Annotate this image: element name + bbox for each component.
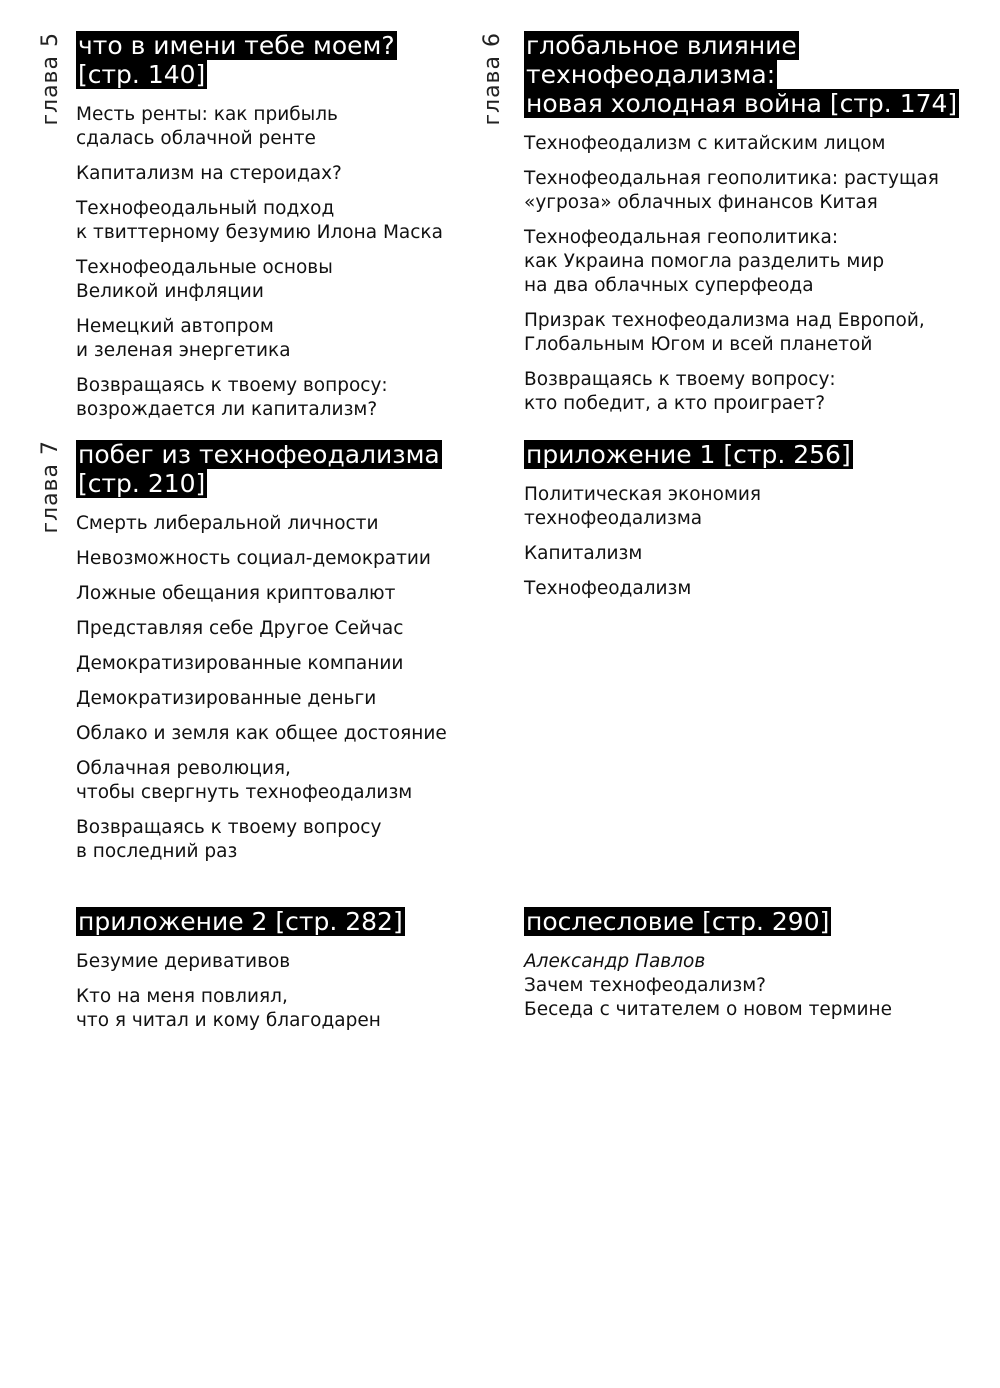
toc-entry (76, 816, 447, 864)
toc-entry-line: технофеодализма (524, 508, 703, 529)
heading-line (524, 89, 959, 118)
toc-entry-line: Кто на меня повлиял, (76, 986, 288, 1007)
heading-text: [стр. 210] (78, 469, 206, 498)
appendix-1-section (524, 440, 853, 612)
chapter-7-items (76, 512, 447, 864)
afterword-line: Зачем технофеодализм? (524, 975, 766, 996)
toc-entry-line: Технофеодализм с китайским лицом (524, 133, 886, 154)
chapter-7-heading (76, 440, 447, 498)
toc-entry-line: Технофеодальный подход (76, 198, 335, 219)
toc-entry-line: Месть ренты: как прибыль (76, 104, 338, 125)
toc-entry-line: к твиттерному безумию Илона Маска (76, 222, 443, 243)
heading-text: приложение 1 [стр. 256] (526, 440, 851, 469)
heading-line (76, 469, 447, 498)
toc-entry (524, 226, 959, 298)
toc-entry-line: Технофеодальная геополитика: растущая (524, 168, 939, 189)
toc-entry (524, 309, 959, 357)
toc-entry-line: как Украина помогла разделить мир (524, 251, 885, 272)
afterword-section (524, 907, 892, 1022)
toc-entry (524, 542, 853, 566)
toc-entry-line: Возвращаясь к твоему вопросу: (76, 375, 388, 396)
toc-entry-line: Представляя себе Другое Сейчас (76, 618, 404, 639)
heading-line (524, 440, 853, 469)
toc-entry-line: Смерть либеральной личности (76, 513, 379, 534)
toc-entry-line: Невозможность социал-демократии (76, 548, 431, 569)
heading-text: новая холодная война [стр. 174] (526, 89, 958, 118)
heading-text: глобальное влияние (526, 31, 797, 60)
toc-entry-line: Технофеодальные основы (76, 257, 333, 278)
chapter-6-section (524, 31, 959, 427)
heading-line (76, 440, 447, 469)
toc-entry-line: Призрак технофеодализма над Европой, (524, 310, 925, 331)
heading-text: технофеодализма: (526, 60, 776, 89)
toc-entry-line: что я читал и кому благодарен (76, 1010, 381, 1031)
toc-entry (524, 577, 853, 601)
toc-entry (76, 617, 447, 641)
heading-line (524, 907, 892, 936)
chapter-6-heading (524, 31, 959, 118)
afterword-line: Беседа с читателем о новом термине (524, 999, 892, 1020)
toc-entry (524, 368, 959, 416)
toc-entry (76, 315, 443, 363)
heading-text: [стр. 140] (78, 60, 206, 89)
afterword-author: Александр Павлов (524, 951, 706, 972)
toc-entry-line: Капитализм на стероидах? (76, 163, 342, 184)
toc-entry (76, 374, 443, 422)
afterword-heading (524, 907, 892, 936)
toc-entry (76, 547, 447, 571)
toc-entry-line: Облачная революция, (76, 758, 291, 779)
heading-text: приложение 2 [стр. 282] (78, 907, 403, 936)
chapter-5-items (76, 103, 443, 422)
toc-entry (524, 167, 959, 215)
toc-entry (524, 483, 853, 531)
heading-line (76, 31, 443, 60)
heading-text: послесловие [стр. 290] (526, 907, 830, 936)
chapter-6-items (524, 132, 959, 416)
appendix-2-items (76, 950, 405, 1033)
toc-entry-line: сдалась облачной ренте (76, 128, 316, 149)
toc-entry-line: Безумие деривативов (76, 951, 291, 972)
toc-entry-line: на два облачных суперфеода (524, 275, 814, 296)
chapter-5-side-label: глава 5 (38, 32, 63, 126)
toc-entry (76, 985, 405, 1033)
toc-entry-line: Возвращаясь к твоему вопросу (76, 817, 382, 838)
toc-entry-line: Возвращаясь к твоему вопросу: (524, 369, 836, 390)
appendix-1-items (524, 483, 853, 601)
toc-entry-line: Великой инфляции (76, 281, 264, 302)
chapter-7-side-label: глава 7 (38, 440, 63, 534)
toc-entry (76, 256, 443, 304)
toc-entry-line: и зеленая энергетика (76, 340, 291, 361)
toc-entry-line: Глобальным Югом и всей планетой (524, 334, 873, 355)
toc-entry (76, 722, 447, 746)
heading-line (524, 31, 959, 60)
toc-entry-line: Технофеодальная геополитика: (524, 227, 839, 248)
heading-text: что в имени тебе моем? (78, 31, 395, 60)
toc-entry (76, 687, 447, 711)
toc-entry (76, 512, 447, 536)
chapter-5-section (76, 31, 443, 433)
toc-entry-line: Демократизированные деньги (76, 688, 377, 709)
appendix-2-section (76, 907, 405, 1044)
toc-entry (76, 197, 443, 245)
toc-entry-line: «угроза» облачных финансов Китая (524, 192, 878, 213)
toc-entry (524, 132, 959, 156)
toc-entry (76, 652, 447, 676)
toc-entry-line: Демократизированные компании (76, 653, 404, 674)
afterword-body (524, 950, 892, 1022)
chapter-7-section (76, 440, 447, 875)
toc-entry (76, 103, 443, 151)
appendix-1-heading (524, 440, 853, 469)
toc-entry (76, 950, 405, 974)
chapter-6-side-label: глава 6 (480, 32, 505, 126)
toc-entry-line: Немецкий автопром (76, 316, 274, 337)
heading-line (76, 60, 443, 89)
toc-entry (76, 582, 447, 606)
appendix-2-heading (76, 907, 405, 936)
toc-entry-line: Технофеодализм (524, 578, 692, 599)
heading-line (524, 60, 959, 89)
heading-text: побег из технофеодализма (78, 440, 440, 469)
heading-line (76, 907, 405, 936)
chapter-5-heading (76, 31, 443, 89)
toc-entry-line: Капитализм (524, 543, 643, 564)
toc-entry (76, 757, 447, 805)
toc-entry-line: Облако и земля как общее достояние (76, 723, 447, 744)
toc-entry-line: Политическая экономия (524, 484, 762, 505)
toc-entry-line: кто победит, а кто проиграет? (524, 393, 826, 414)
toc-entry-line: в последний раз (76, 841, 238, 862)
toc-entry-line: чтобы свергнуть технофеодализм (76, 782, 413, 803)
toc-entry-line: возрождается ли капитализм? (76, 399, 378, 420)
toc-entry-line: Ложные обещания криптовалют (76, 583, 396, 604)
toc-entry (76, 162, 443, 186)
